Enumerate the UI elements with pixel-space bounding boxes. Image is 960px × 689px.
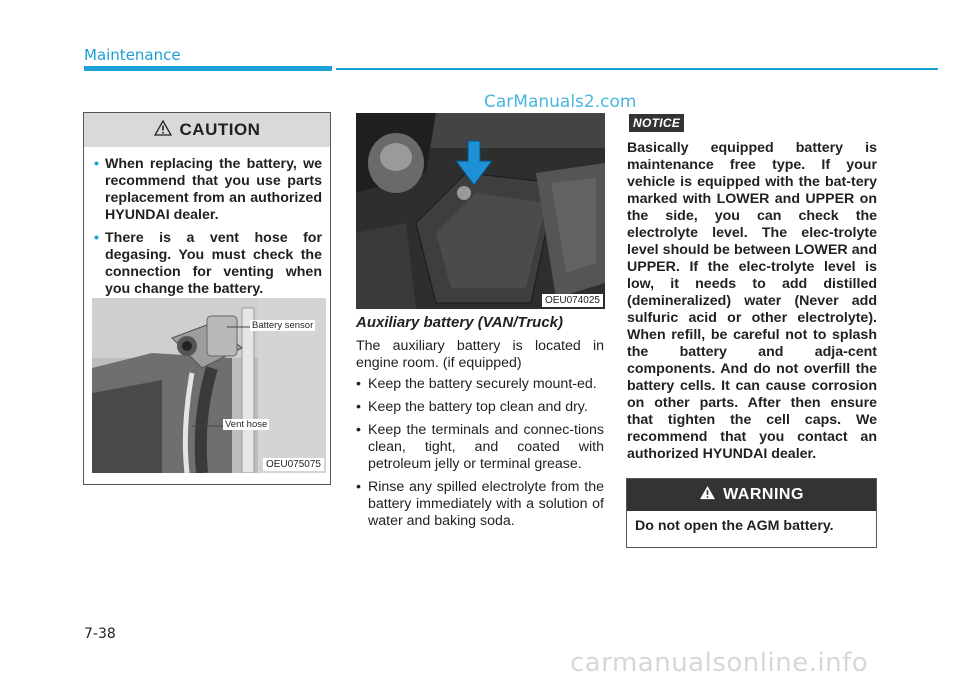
engine-room-photo xyxy=(356,113,605,309)
auxiliary-heading: Auxiliary battery (VAN/Truck) xyxy=(356,314,564,331)
caution-box xyxy=(83,112,331,485)
page-number: 7-38 xyxy=(84,626,116,642)
notice-text: Basically equipped battery is maintenance free type. If your vehicle is equipped with the bat-tery marked with LOWER and UPPER on the side, you can check the electrolyte level. The elec-trolyte level should be between LOWER and UPPER. If the elec-trolyte level is low, it needs to add distilled (demineralized) water (Never add sulfuric acid or other electrolyte). When refill, be careful not to splash the battery and adja-cent components. And do not overfill the battery cells. It can cause corrosion on other parts. After then ensure that tighten the cell caps. We recommend that you contact an authorized HYUNDAI dealer. xyxy=(627,140,877,462)
bullet-icon: • xyxy=(356,479,361,495)
list-item-text: Keep the terminals and connec-tions clean, tight, and coated with petroleum jelly or terminal grease. xyxy=(368,422,604,472)
watermark-top[interactable]: CarManuals2.com xyxy=(484,92,637,112)
bullet-icon: • xyxy=(94,156,99,172)
list-item xyxy=(356,479,604,530)
header-rule-thick xyxy=(84,66,332,71)
figure-code: OEU075075 xyxy=(263,458,324,471)
caution-item xyxy=(94,230,322,298)
list-item xyxy=(356,399,604,416)
list-item xyxy=(356,376,604,393)
watermark-bottom[interactable]: carmanualsonline.info xyxy=(570,648,869,678)
bullet-icon: • xyxy=(94,230,99,246)
bullet-icon: • xyxy=(356,399,361,415)
list-item-text: Keep the battery top clean and dry. xyxy=(368,399,588,415)
caution-title: CAUTION xyxy=(179,120,261,139)
caution-header xyxy=(84,113,330,147)
auxiliary-bullets xyxy=(356,376,604,536)
warning-triangle-icon xyxy=(699,485,716,505)
section-title: Maintenance xyxy=(84,46,181,64)
auxiliary-intro: The auxiliary battery is located in engine room. (if equipped) xyxy=(356,338,604,371)
callout-vent-hose: Vent hose xyxy=(225,419,268,430)
callout-battery-sensor: Battery sensor xyxy=(252,320,314,331)
warning-text: Do not open the AGM battery. xyxy=(635,518,834,534)
list-item xyxy=(356,422,604,473)
header-rule-thin xyxy=(336,68,938,70)
caution-list xyxy=(84,147,330,298)
caution-item xyxy=(94,156,322,224)
bullet-icon: • xyxy=(356,422,361,438)
list-item-text: Keep the battery securely mount-ed. xyxy=(368,376,597,392)
figure-code: OEU074025 xyxy=(542,294,603,307)
caution-item-text: When replacing the battery, we recommend that you use parts replacement from an authorized HYUNDAI dealer. xyxy=(105,156,322,223)
warning-triangle-icon xyxy=(154,120,172,141)
bullet-icon: • xyxy=(356,376,361,392)
warning-title: WARNING xyxy=(723,486,804,503)
caution-item-text: There is a vent hose for degasing. You must check the connection for venting when you change the battery. xyxy=(105,230,322,297)
notice-badge: NOTICE xyxy=(629,114,684,132)
battery-sensor-figure xyxy=(92,298,326,473)
list-item-text: Rinse any spilled electrolyte from the battery immediately with a solution of water and baking soda. xyxy=(368,479,604,529)
warning-box xyxy=(626,478,877,548)
warning-header xyxy=(627,479,876,511)
